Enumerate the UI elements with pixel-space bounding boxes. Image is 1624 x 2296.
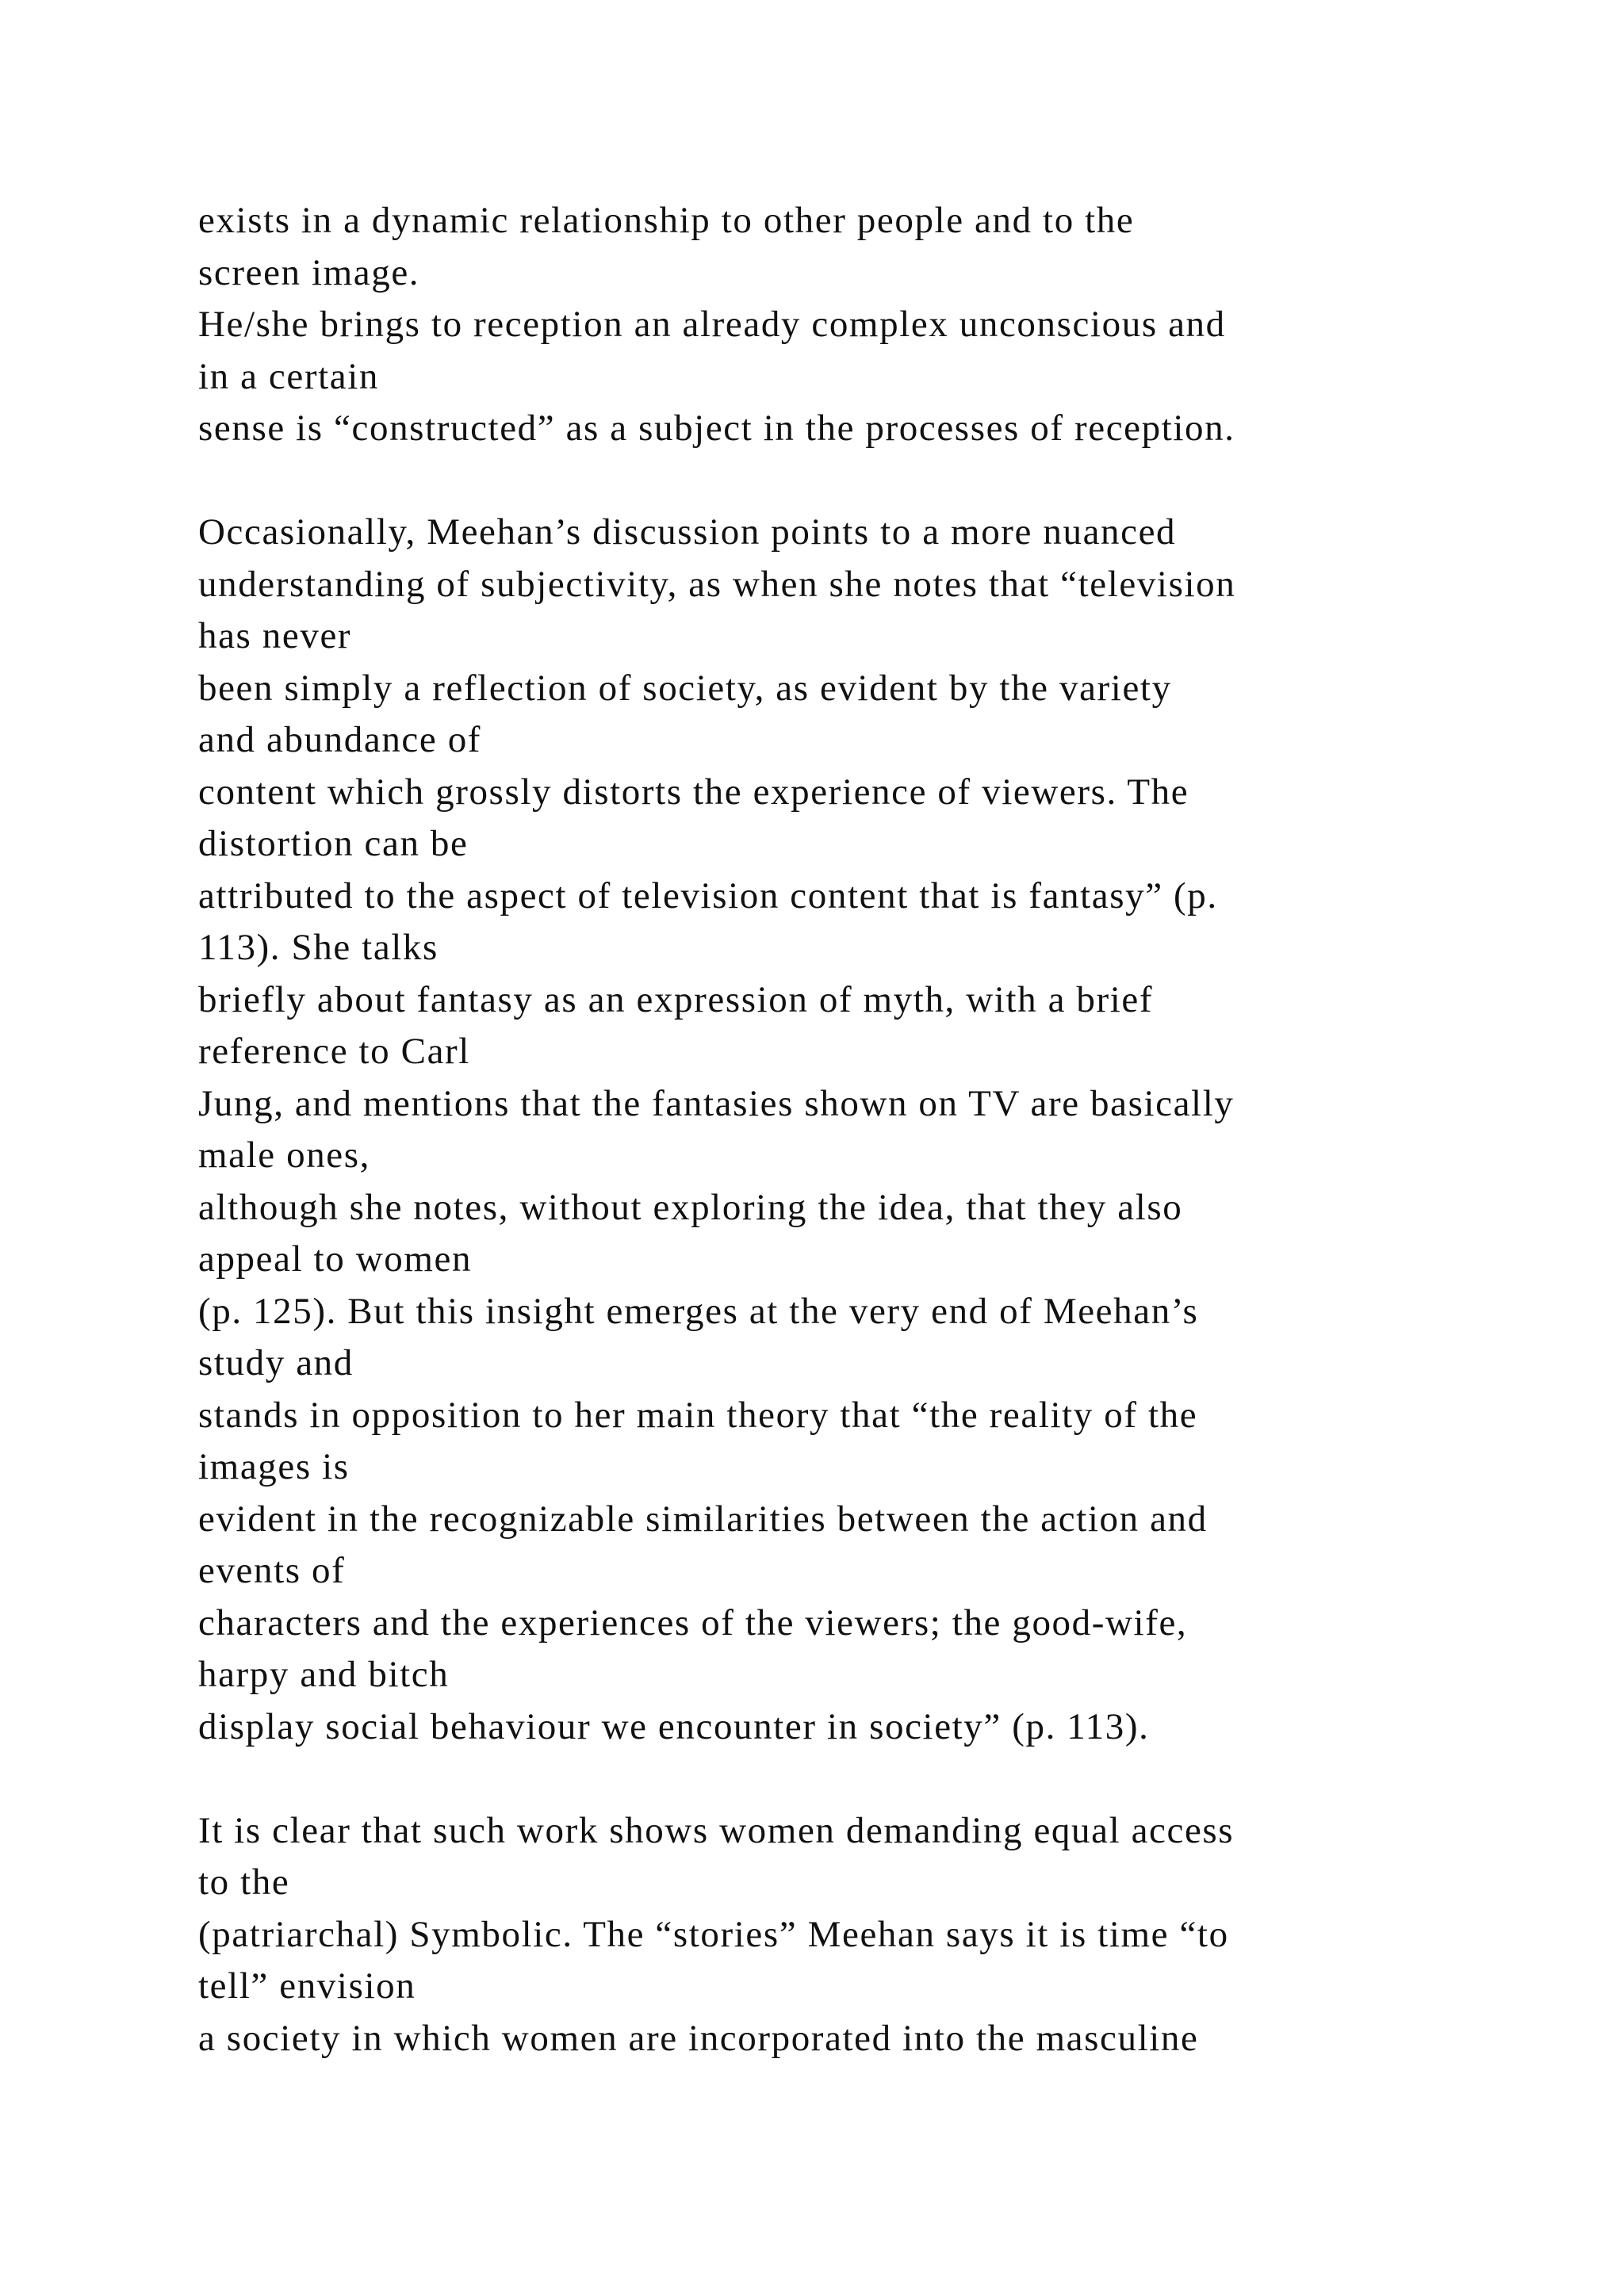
text-line: appeal to women [198,1238,473,1280]
text-line: male ones, [198,1135,370,1176]
text-line: Jung, and mentions that the fantasies shown on TV are basically [198,1082,1235,1124]
text-line: been simply a reflection of society, as evident by the variety [198,667,1172,709]
text-line: to the [198,1862,290,1903]
text-line: images is [198,1446,350,1487]
text-line: display social behaviour we encounter in society” (p. 113). [198,1705,1150,1747]
text-line: evident in the recognizable similarities between the action and [198,1498,1208,1540]
text-line: although she notes, without exploring the idea, that they also [198,1186,1183,1228]
text-line: a society in which women are incorporated into the masculine [198,2017,1199,2059]
text-line: in a certain [198,355,379,397]
text-line: and abundance of [198,719,482,760]
text-line: sense is “constructed” as a subject in the processes of reception. [198,408,1235,449]
text-line: (p. 125). But this insight emerges at the very end of Meehan’s [198,1290,1199,1332]
text-line: Occasionally, Meehan’s discussion points to a more nuanced [198,511,1177,553]
text-line: briefly about fantasy as an expression of myth, with a brief [198,978,1154,1020]
text-line: attributed to the aspect of television content that is fantasy” (p. [198,874,1218,916]
text-line: It is clear that such work shows women demanding equal access [198,1809,1235,1851]
text-line: content which grossly distorts the experience of viewers. The [198,771,1189,813]
text-line: understanding of subjectivity, as when she notes that “television [198,563,1236,605]
body-text [198,195,1610,2064]
text-line: has never [198,615,352,656]
text-line: reference to Carl [198,1031,470,1072]
text-line: study and [198,1342,354,1383]
text-line: exists in a dynamic relationship to other people and to the [198,200,1135,241]
text-line: screen image. [198,251,420,293]
text-line: stands in opposition to her main theory that “the reality of the [198,1394,1198,1436]
text-line: 113). She talks [198,927,439,968]
text-line: harpy and bitch [198,1654,450,1695]
paragraph-break [198,1753,1610,1805]
paragraph-break [198,455,1610,507]
text-line: He/she brings to reception an already complex unconscious and [198,304,1226,345]
text-line: events of [198,1550,346,1591]
text-line: distortion can be [198,823,469,864]
text-line: tell” envision [198,1965,416,2007]
text-line: (patriarchal) Symbolic. The “stories” Meehan says it is time “to [198,1913,1229,1955]
text-line: characters and the experiences of the viewers; the good-wife, [198,1601,1188,1644]
